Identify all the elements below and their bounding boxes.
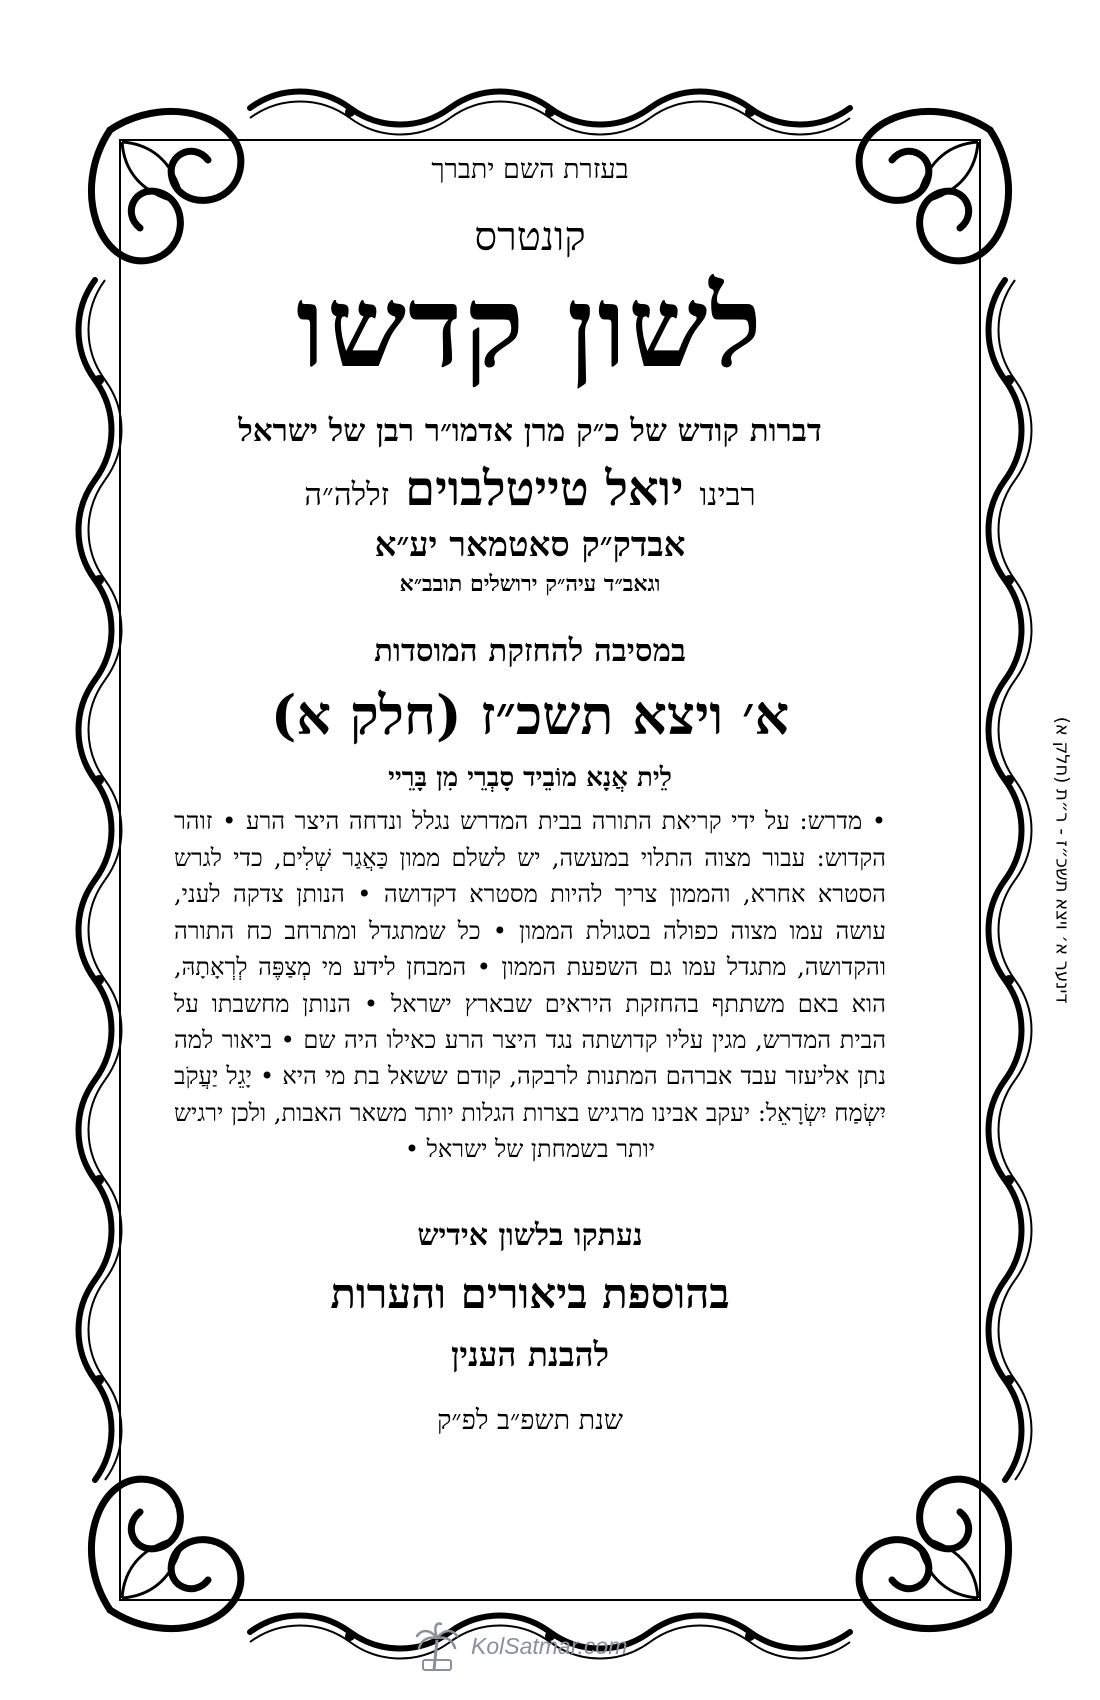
- jerusalem-title: וגאב״ד עיה״ק ירושלים תובב״א: [399, 571, 661, 598]
- additions-heading: בהוספת ביאורים והערות: [330, 1268, 730, 1318]
- motto-line: לֵית אֲנָא מוֹבֵיד סָבְרֵי מִן בָּרֵיי: [388, 763, 672, 794]
- attribution-line: דברות קודש של כ״ק מרן אדמו״ר רבן של ישראל: [238, 413, 822, 450]
- understanding-heading: להבנת הענין: [450, 1334, 610, 1374]
- rabbi-line: [170, 461, 890, 517]
- topics-summary: • מדרש: על ידי קריאת התורה בבית המדרש נגלל ונדחה היצר הרע • זוהר הקדוש: עבור מצוה התלוי במעשה, יש לשלם ממון כַּאֲגַר שְׁלִים, כדי לגרש הסטרא אחרא, והממון צריך להיות מסטרא דקדושה • הנותן צדקה לעני, עושה עמו מצוה כפולה בסגולת הממון • כל שמתגדל ומתרחב כח התורה והקדושה, מתגדל עמו גם השפעת הממון • המבחן לידע מי מְצַפֶּה לְרְאָתָהּ, הוא באם משתתף בהחזקת היראים שבארץ ישראל • הנותן מחשבתו על הבית המדרש, מגין עליו קדושתה נגד היצר הרע כאילו היה שם • ביאור למה נתן אליעזר עבד אברהם המתנות לרבקה, קודם ששאל בת מי היא • יָגֵל יַעֲקֹב יִשְׂמַח יִשְׂרָאֵל: יעקב אבינו מרגיש בצרות הגלות יותר משאר האבות, ולכן ירגיש יותר בשמחתן של ישראל •: [174, 807, 886, 1164]
- brand-footer[interactable]: [415, 1618, 675, 1674]
- title-page-content: [170, 150, 890, 1436]
- side-note: דינער א׳ ויצא תשכ״ז - ר״ת (חלק א): [1051, 716, 1073, 1004]
- rabbi-prefix: רבינו: [699, 477, 756, 514]
- palm-tree-logo-icon: [415, 1620, 459, 1672]
- community-title: אבדק״ק סאטמאר יע״א: [374, 525, 686, 566]
- date-heading: א׳ ויצא תשכ״ז (חלק א): [270, 683, 790, 748]
- booklet-label: קונטרס: [474, 214, 586, 260]
- publication-year: שנת תשפ״ב לפ״ק: [436, 1404, 623, 1436]
- opening-blessing: בעזרת השם יתברך: [431, 154, 629, 185]
- rabbi-name: יואל טייטלבוים: [405, 461, 684, 518]
- translation-note: נעתקו בלשון אידיש: [417, 1217, 643, 1253]
- brand-name: KolSatmar.com: [471, 1632, 628, 1659]
- occasion-line: במסיבה להחזקת המוסדות: [374, 633, 686, 670]
- main-title: לשון קדשו: [296, 262, 764, 393]
- rabbi-suffix: זללה״ה: [304, 477, 390, 514]
